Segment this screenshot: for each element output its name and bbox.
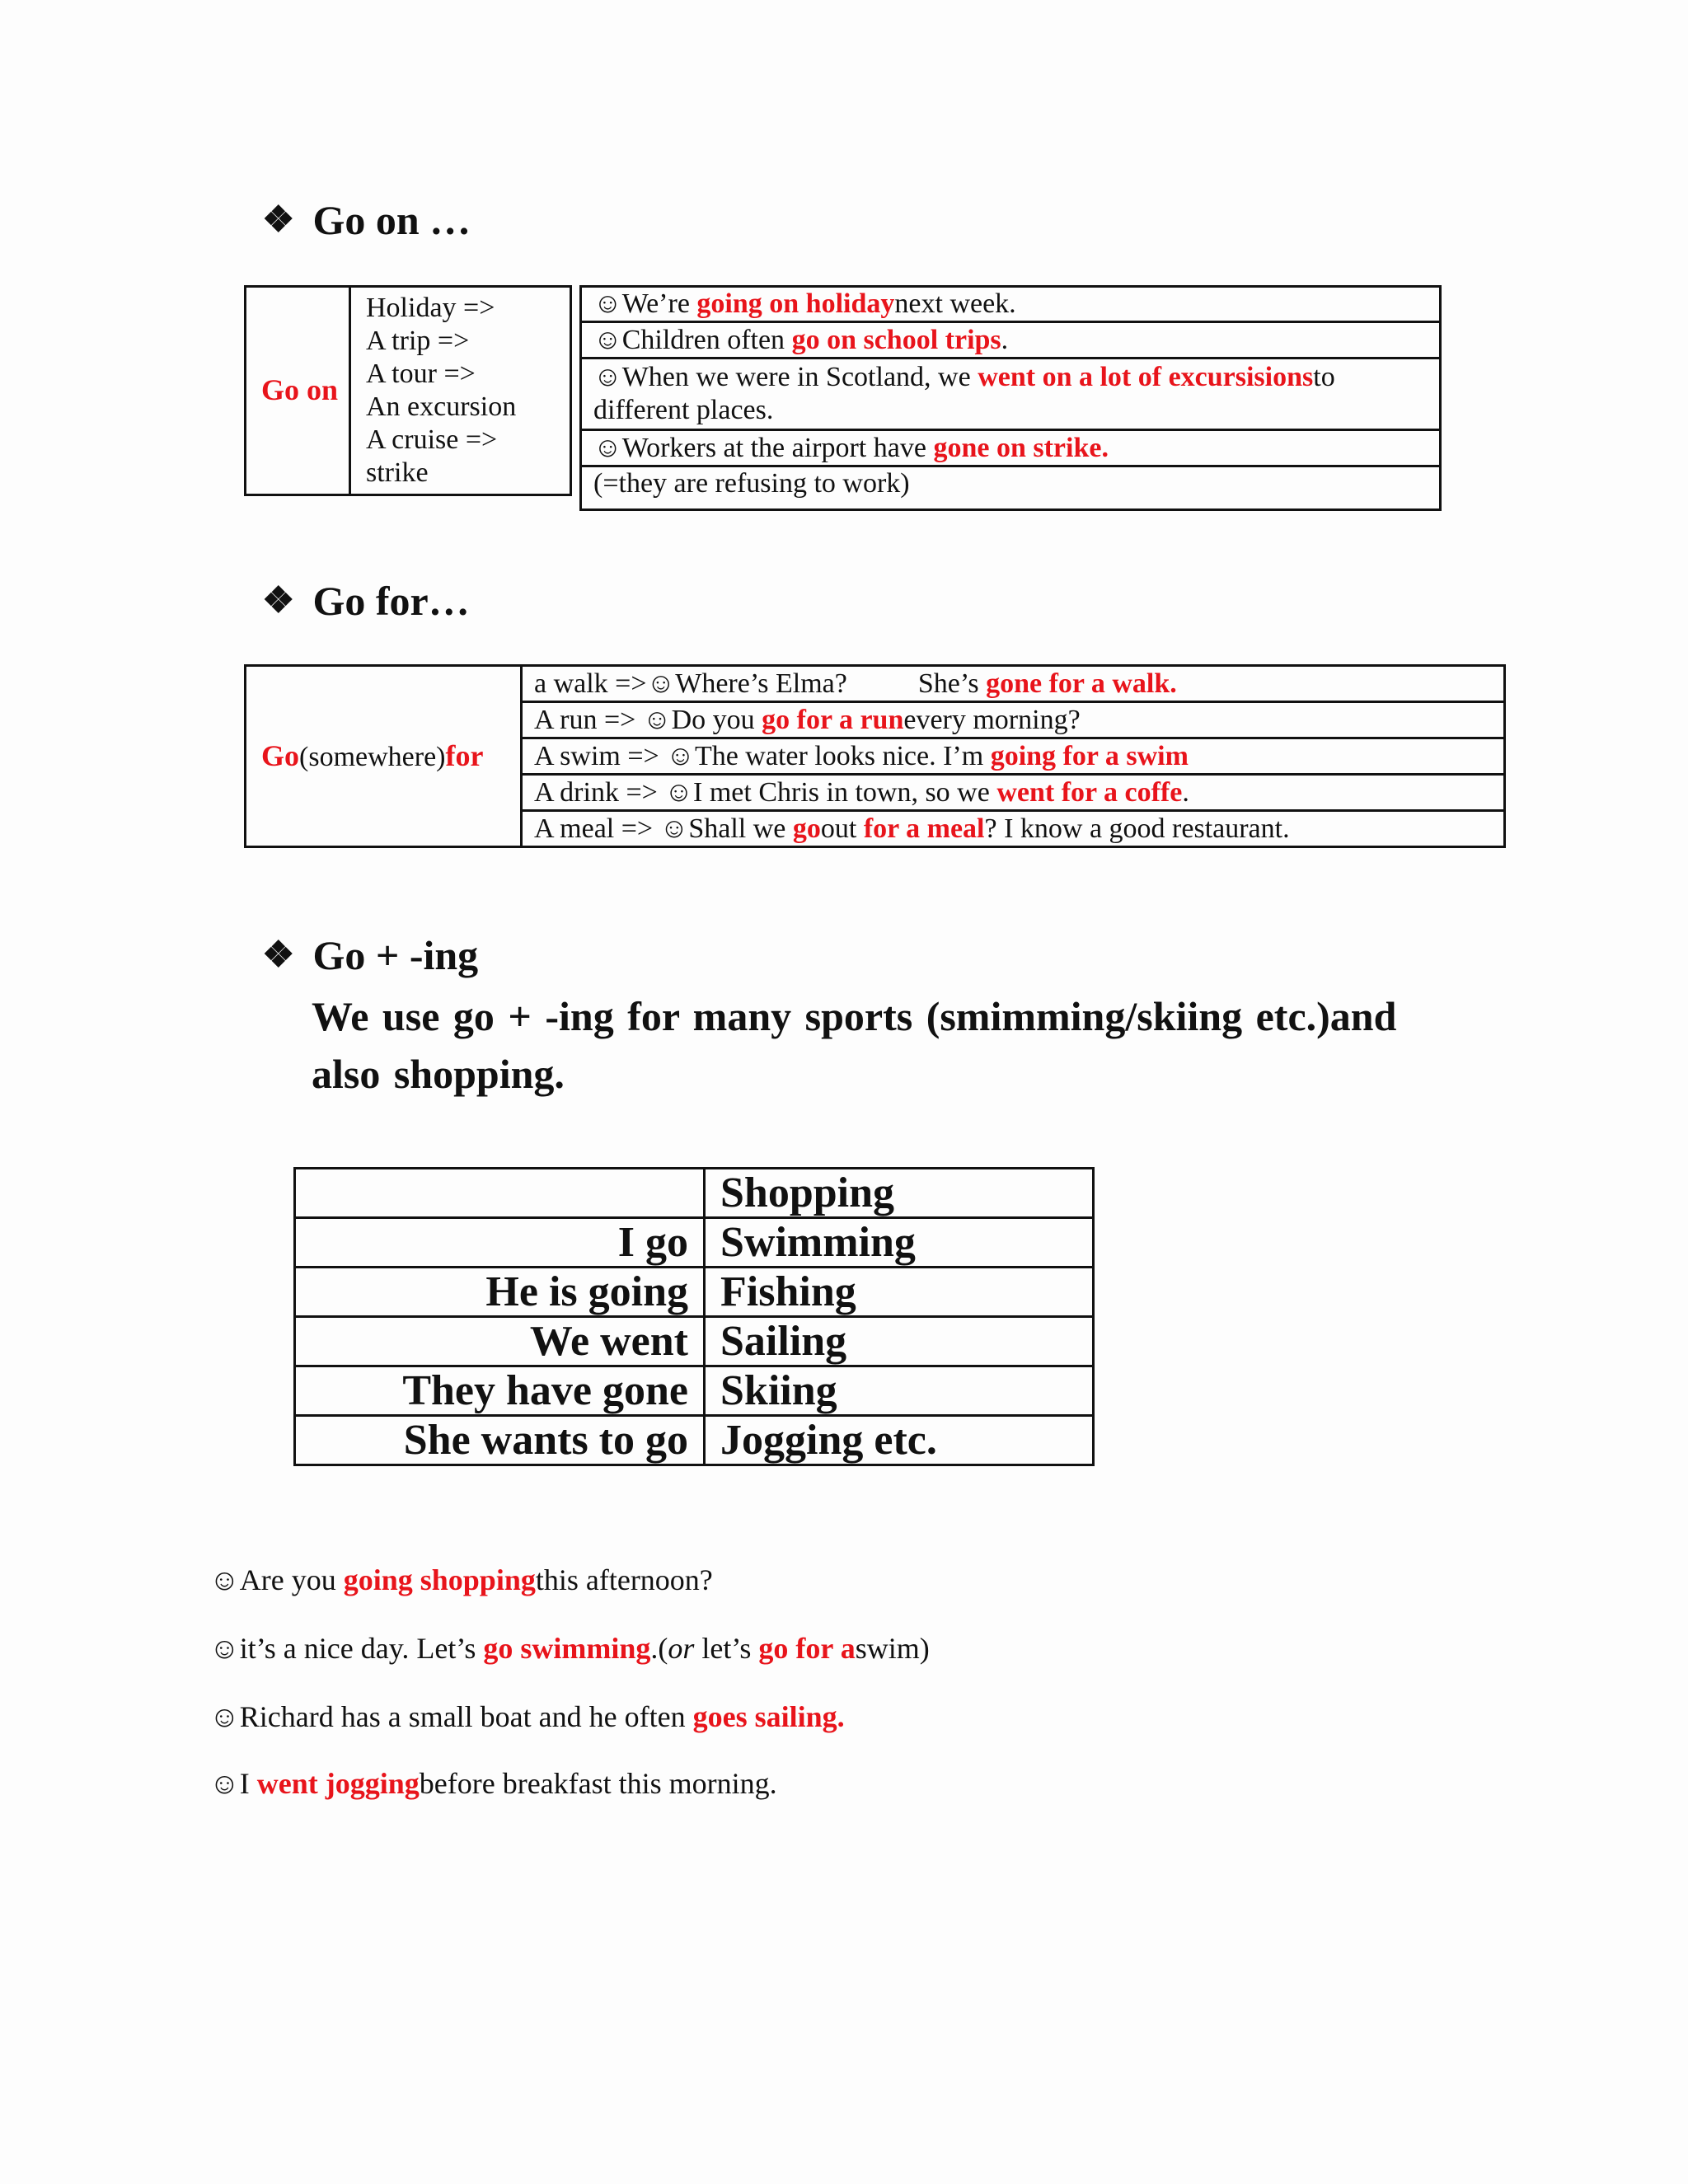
somewhere-label: (somewhere) [299,741,446,772]
example-sentence-4 [209,1766,777,1801]
diamond-bullet-icon: ❖ [262,199,295,240]
noun-cruise: A cruise => [366,424,498,455]
example-text: We’re [621,288,697,320]
table-row [581,358,1441,429]
example-text: Shall we [688,813,793,844]
activity-cell: Shopping [705,1169,1094,1218]
example-text: Where’s Elma? [675,668,847,699]
noun-text: A drink => [534,776,665,808]
example-text: let’s [694,1632,759,1665]
table-row [581,287,1441,322]
example-sentence-2 [209,1631,930,1666]
noun-text: A meal => [534,813,660,844]
noun-strike: strike [366,457,429,488]
smiley-icon: ☺ [646,668,676,699]
heading-go-for [262,577,470,625]
heading-go-on [262,196,471,244]
example-text: .( [650,1632,668,1665]
smiley-icon: ☺ [209,1563,240,1596]
example-text: (=they are refusing to work) [593,468,910,499]
example-text: . [1001,324,1009,355]
example-text: I [239,1767,257,1800]
table-row [522,775,1505,811]
example-text: swim) [855,1632,930,1665]
example-text: out [820,813,864,844]
example-text: The water looks nice. I’m [694,740,991,771]
table-row [522,811,1505,847]
table-row [581,466,1441,510]
smiley-icon: ☺ [593,324,622,355]
go-label: Go [261,738,300,772]
smiley-icon: ☺ [209,1632,240,1665]
example-highlight: gone on strike. [933,432,1109,463]
example-text: next week. [894,288,1016,320]
example-text: before breakfast this morning. [419,1767,777,1800]
heading-go-for-text: Go for… [312,578,470,624]
subject-cell: I go [295,1218,705,1268]
example-text: Richard has a small boat and he often [239,1700,693,1733]
for-label: for [445,738,484,772]
example-highlight: gone for a walk. [986,668,1177,699]
smiley-icon: ☺ [642,704,672,735]
diamond-bullet-icon: ❖ [262,580,295,621]
smiley-icon: ☺ [593,361,622,392]
heading-go-ing [262,931,478,979]
go-ing-description [312,987,1396,1103]
description-line-2: also shopping. [312,1051,565,1097]
example-highlight: going for a swim [990,740,1189,771]
example-text: . [1182,776,1189,808]
go-on-examples-table [579,285,1442,511]
heading-go-ing-text: Go + -ing [312,932,479,978]
example-text: ? I know a good restaurant. [984,813,1290,844]
subject-cell: She wants to go [295,1416,705,1465]
subject-cell [295,1169,705,1218]
smiley-icon: ☺ [209,1767,240,1800]
example-highlight: went for a coffe [996,776,1183,808]
noun-excursion: An excursion [366,391,517,422]
example-highlight: goes sailing. [692,1700,845,1733]
example-highlight: went on a lot of excursisions [978,361,1314,392]
go-on-nouns-cell [350,287,571,495]
heading-go-on-text: Go on … [312,197,471,243]
go-on-left-table [244,285,572,496]
noun-text: a walk => [534,668,647,699]
activity-cell: Fishing [705,1268,1094,1317]
example-sentence-3 [209,1699,845,1734]
smiley-icon: ☺ [593,288,622,320]
example-text: Children often [621,324,792,355]
smiley-icon: ☺ [209,1700,240,1733]
noun-trip: A trip => [366,326,470,356]
table-row [522,738,1505,775]
noun-tour: A tour => [366,359,476,389]
example-text: When we were in Scotland, we [621,361,978,392]
smiley-icon: ☺ [664,776,694,808]
subject-cell: He is going [295,1268,705,1317]
go-for-table [244,664,1506,848]
example-highlight: going on holiday [696,288,895,320]
table-row [522,702,1505,738]
example-text: Workers at the airport have [621,432,934,463]
example-text: different places. [593,394,774,425]
description-line-1: We use go + -ing for many sports (smimming/skiing etc.)and [312,993,1397,1039]
example-text: it’s a nice day. Let’s [239,1632,484,1665]
subject-cell: They have gone [295,1366,705,1416]
activity-cell: Jogging etc. [705,1416,1094,1465]
example-highlight: go for a [758,1632,856,1665]
example-text: every morning? [903,704,1081,735]
example-text: I met Chris in town, so we [693,776,997,808]
diamond-bullet-icon: ❖ [262,935,295,975]
noun-text: A run => [534,704,643,735]
example-highlight: go for a run [762,704,904,735]
smiley-icon: ☺ [593,432,622,463]
example-highlight: go on school trips [791,324,1001,355]
example-highlight: for a meal [863,813,985,844]
noun-text: A swim => [534,740,667,771]
subject-cell: We went [295,1317,705,1366]
activity-cell: Swimming [705,1218,1094,1268]
smiley-icon: ☺ [666,740,695,771]
example-highlight: went jogging [256,1767,420,1800]
example-text: She’s [917,668,987,699]
table-row [581,322,1441,358]
table-row [581,429,1441,466]
example-text: this afternoon? [535,1563,713,1596]
go-for-label-cell [246,666,522,847]
activity-cell: Skiing [705,1366,1094,1416]
go-ing-table [293,1167,1095,1466]
example-sentence-1 [209,1563,713,1597]
go-on-label: Go on [261,373,339,406]
activity-cell: Sailing [705,1317,1094,1366]
go-on-label-cell [246,287,350,495]
example-highlight: go swimming [483,1632,651,1665]
table-row [522,666,1505,702]
example-text: Do you [671,704,762,735]
example-highlight: go [792,813,821,844]
example-text: to [1313,361,1335,392]
smiley-icon: ☺ [659,813,689,844]
example-highlight: going shopping [343,1563,536,1596]
example-text: Are you [239,1563,344,1596]
example-italic: or [668,1632,695,1665]
noun-holiday: Holiday => [366,293,495,323]
